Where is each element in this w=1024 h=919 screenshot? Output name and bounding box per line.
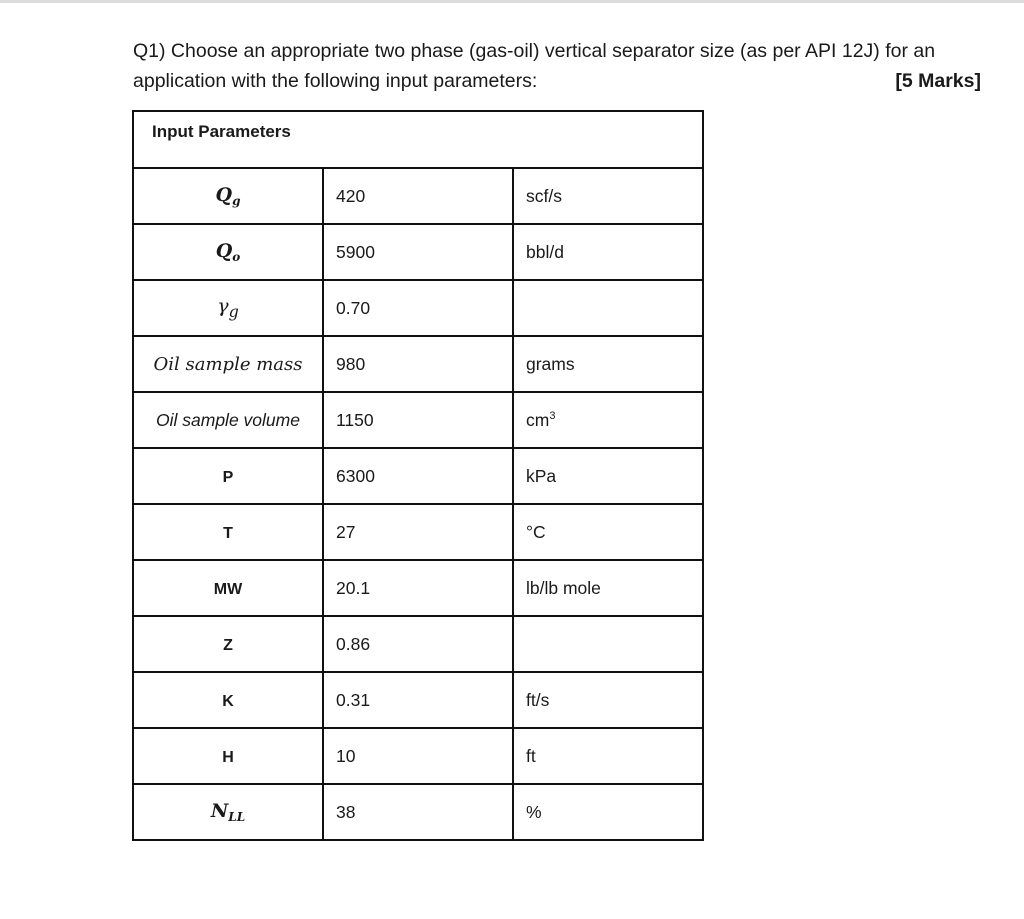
param-value: 0.70 <box>323 280 513 336</box>
param-unit: bbl/d <box>513 224 703 280</box>
table-row <box>133 616 703 672</box>
param-symbol: T <box>133 504 323 560</box>
param-value: 38 <box>323 784 513 840</box>
param-symbol: $\gamma_g$ <box>133 280 323 336</box>
param-symbol: Z <box>133 616 323 672</box>
table-header-row <box>133 111 703 168</box>
param-value: 0.31 <box>323 672 513 728</box>
param-value: 0.86 <box>323 616 513 672</box>
table-row <box>133 448 703 504</box>
param-unit: ft <box>513 728 703 784</box>
param-symbol: K <box>133 672 323 728</box>
table-row <box>133 336 703 392</box>
param-symbol: $Q_g$ <box>133 168 323 224</box>
param-unit: $cm^3$ <box>513 392 703 448</box>
table-row <box>133 784 703 840</box>
question-line-1: Q1) Choose an appropriate two phase (gas-oil) vertical separator size (as per API 12J) for an <box>133 40 936 62</box>
param-unit: lb/lb mole <box>513 560 703 616</box>
question-line-2-text: application with the following input parameters: <box>133 70 538 92</box>
question-line-2 <box>133 66 985 96</box>
param-symbol: P <box>133 448 323 504</box>
param-value: 10 <box>323 728 513 784</box>
param-symbol: MW <box>133 560 323 616</box>
table-row <box>133 224 703 280</box>
param-value: 6300 <box>323 448 513 504</box>
param-unit: scf/s <box>513 168 703 224</box>
table-row <box>133 728 703 784</box>
param-unit <box>513 280 703 336</box>
table-row <box>133 168 703 224</box>
param-unit: grams <box>513 336 703 392</box>
table-header: Input Parameters <box>133 111 703 168</box>
param-symbol: $Q_o$ <box>133 224 323 280</box>
param-unit: kPa <box>513 448 703 504</box>
param-value: 420 <box>323 168 513 224</box>
param-value: 20.1 <box>323 560 513 616</box>
question-text <box>133 36 985 96</box>
param-unit: ft/s <box>513 672 703 728</box>
table-row <box>133 280 703 336</box>
param-value: 5900 <box>323 224 513 280</box>
param-value: 1150 <box>323 392 513 448</box>
param-unit: °C <box>513 504 703 560</box>
param-symbol: H <box>133 728 323 784</box>
param-unit <box>513 616 703 672</box>
param-value: 980 <box>323 336 513 392</box>
param-symbol: $N_{LL}$ <box>133 784 323 840</box>
param-unit: % <box>513 784 703 840</box>
param-symbol: Oil sample mass <box>133 336 323 392</box>
page-top-border <box>0 0 1024 3</box>
table-row <box>133 392 703 448</box>
table-row <box>133 504 703 560</box>
param-value: 27 <box>323 504 513 560</box>
table-row <box>133 672 703 728</box>
input-parameters-table <box>132 110 704 841</box>
marks-label: [5 Marks] <box>895 70 981 92</box>
table-row <box>133 560 703 616</box>
param-symbol: Oil sample volume <box>133 392 323 448</box>
